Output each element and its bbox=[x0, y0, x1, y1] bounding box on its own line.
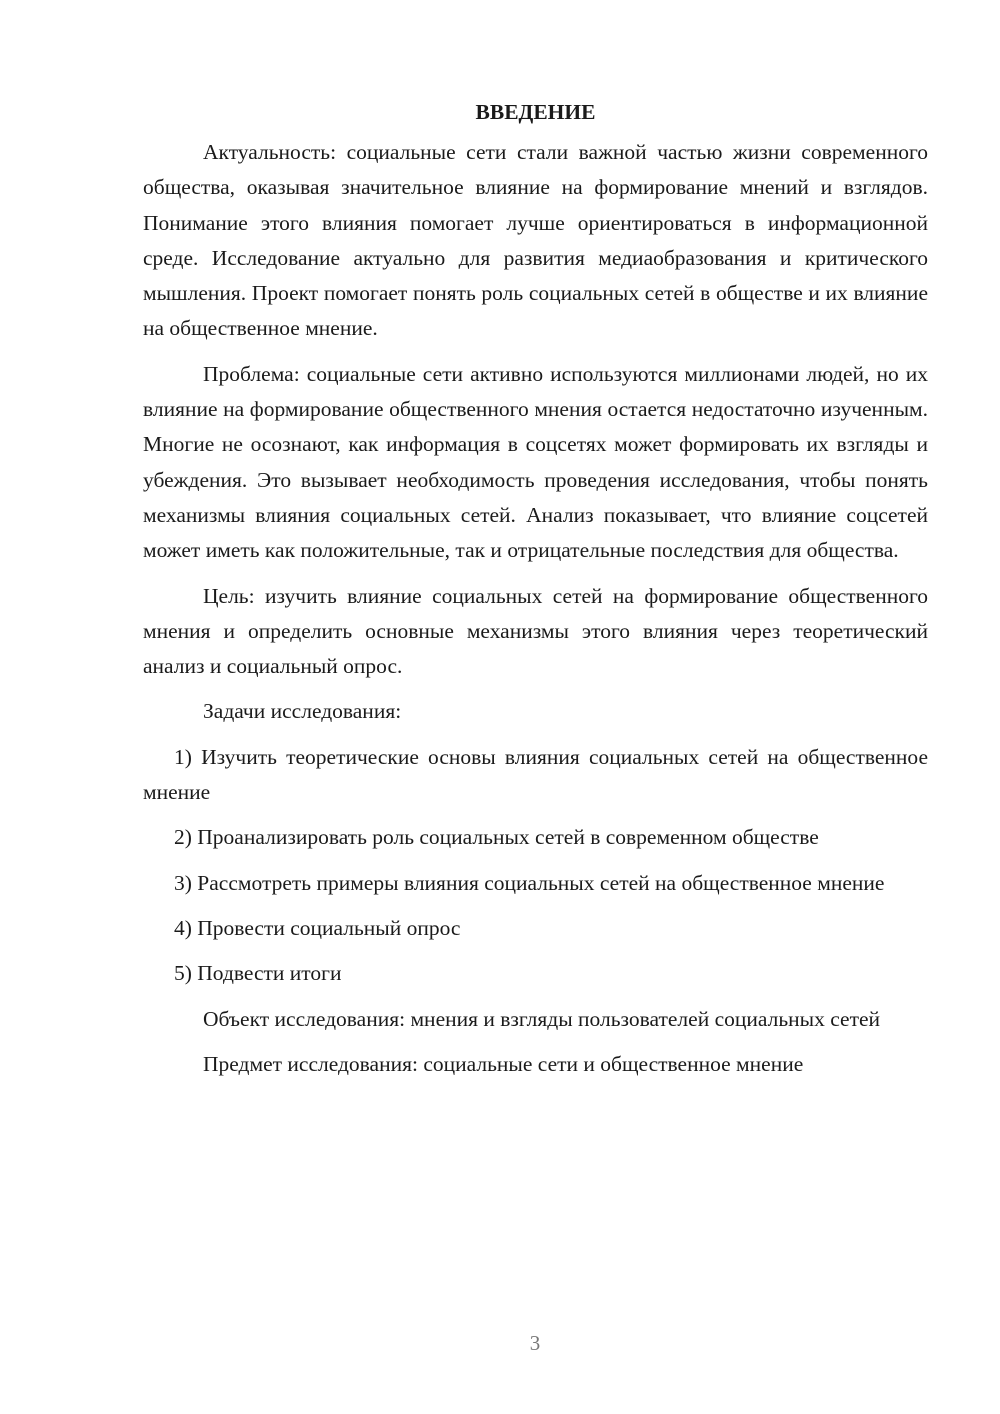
research-subject-paragraph: Предмет исследования: социальные сети и общественное мнение bbox=[203, 1051, 804, 1076]
document-page bbox=[143, 92, 928, 1092]
tasks-title: Задачи исследования: bbox=[203, 699, 402, 724]
task-item-4: 4) Провести социальный опрос bbox=[174, 915, 461, 940]
task-item-2: 2) Проанализировать роль социальных сетей в современном обществе bbox=[174, 825, 819, 850]
problem-paragraph: Проблема: социальные сети активно используются миллионами людей, но их влияние на формирование общественного мнения остается недостаточно изученным. Многие не осознают, как информация в соцсетях может формировать их взгляды и убеждения. Это вызывает необходимость проведения исследования, чтобы понять механизмы влияния социальных сетей. Анализ показывает, что влияние соцсетей может иметь как положительные, так и отрицательные последствия для общества. bbox=[143, 361, 928, 563]
section-heading: ВВЕДЕНИЕ bbox=[475, 100, 596, 124]
task-item-3: 3) Рассмотреть примеры влияния социальных сетей на общественное мнение bbox=[174, 870, 885, 895]
task-item-1: 1) Изучить теоретические основы влияния социальных сетей на общественное мнение bbox=[143, 744, 928, 805]
task-item-5: 5) Подвести итоги bbox=[174, 961, 342, 986]
research-object-paragraph: Объект исследования: мнения и взгляды пользователей социальных сетей bbox=[203, 1006, 881, 1031]
goal-paragraph: Цель: изучить влияние социальных сетей на формирование общественного мнения и определить основные механизмы этого влияния через теоретический анализ и социальный опрос. bbox=[143, 583, 928, 679]
relevance-paragraph: Актуальность: социальные сети стали важной частью жизни современного общества, оказывая значительное влияние на формирование мнений и взглядов. Понимание этого влияния помогает лучше ориентироваться в информационной среде. Исследование актуально для развития медиаобразования и критического мышления. Проект помогает понять роль социальных сетей в обществе и их влияние на общественное мнение. bbox=[143, 140, 928, 341]
page-number: 3 bbox=[529, 1331, 541, 1355]
